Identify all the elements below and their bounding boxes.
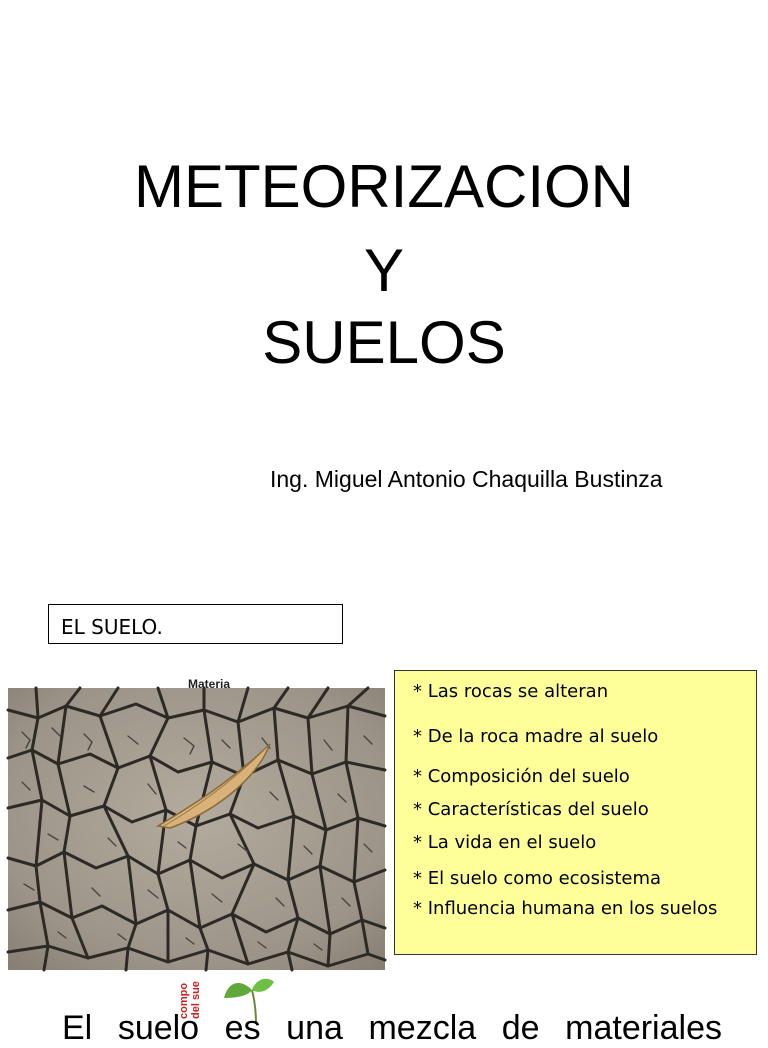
cracked-soil-photo [8, 688, 385, 970]
topic-item: * El suelo como ecosistema [413, 868, 662, 889]
topic-item: * De la roca madre al suelo [413, 726, 659, 747]
topic-item: * La vida en el suelo [413, 832, 597, 853]
topic-item: * Características del suelo [413, 799, 649, 820]
section-label: EL SUELO. [61, 615, 163, 639]
title-line-meteorizacion: METEORIZACION [133, 153, 634, 220]
sideways-label-line2: del sue [190, 981, 202, 1019]
title-line-y: Y [363, 237, 405, 304]
topic-item: * Influencia humana en los suelos [413, 898, 718, 919]
topic-item: * Las rocas se alteran [413, 681, 609, 702]
footer-text: El suelo es una mezcla de materiales [62, 1009, 722, 1047]
sideways-label-line1: compo [178, 982, 190, 1019]
topic-item: * Composición del suelo [413, 766, 630, 787]
topics-box [394, 670, 757, 955]
section-label-box [48, 604, 343, 644]
photo-overlay-label: Materia [188, 677, 231, 691]
title-line-suelos: SUELOS [262, 309, 506, 376]
cracked-soil-image [8, 688, 385, 970]
author-name: Ing. Miguel Antonio Chaquilla Bustinza [270, 466, 663, 492]
